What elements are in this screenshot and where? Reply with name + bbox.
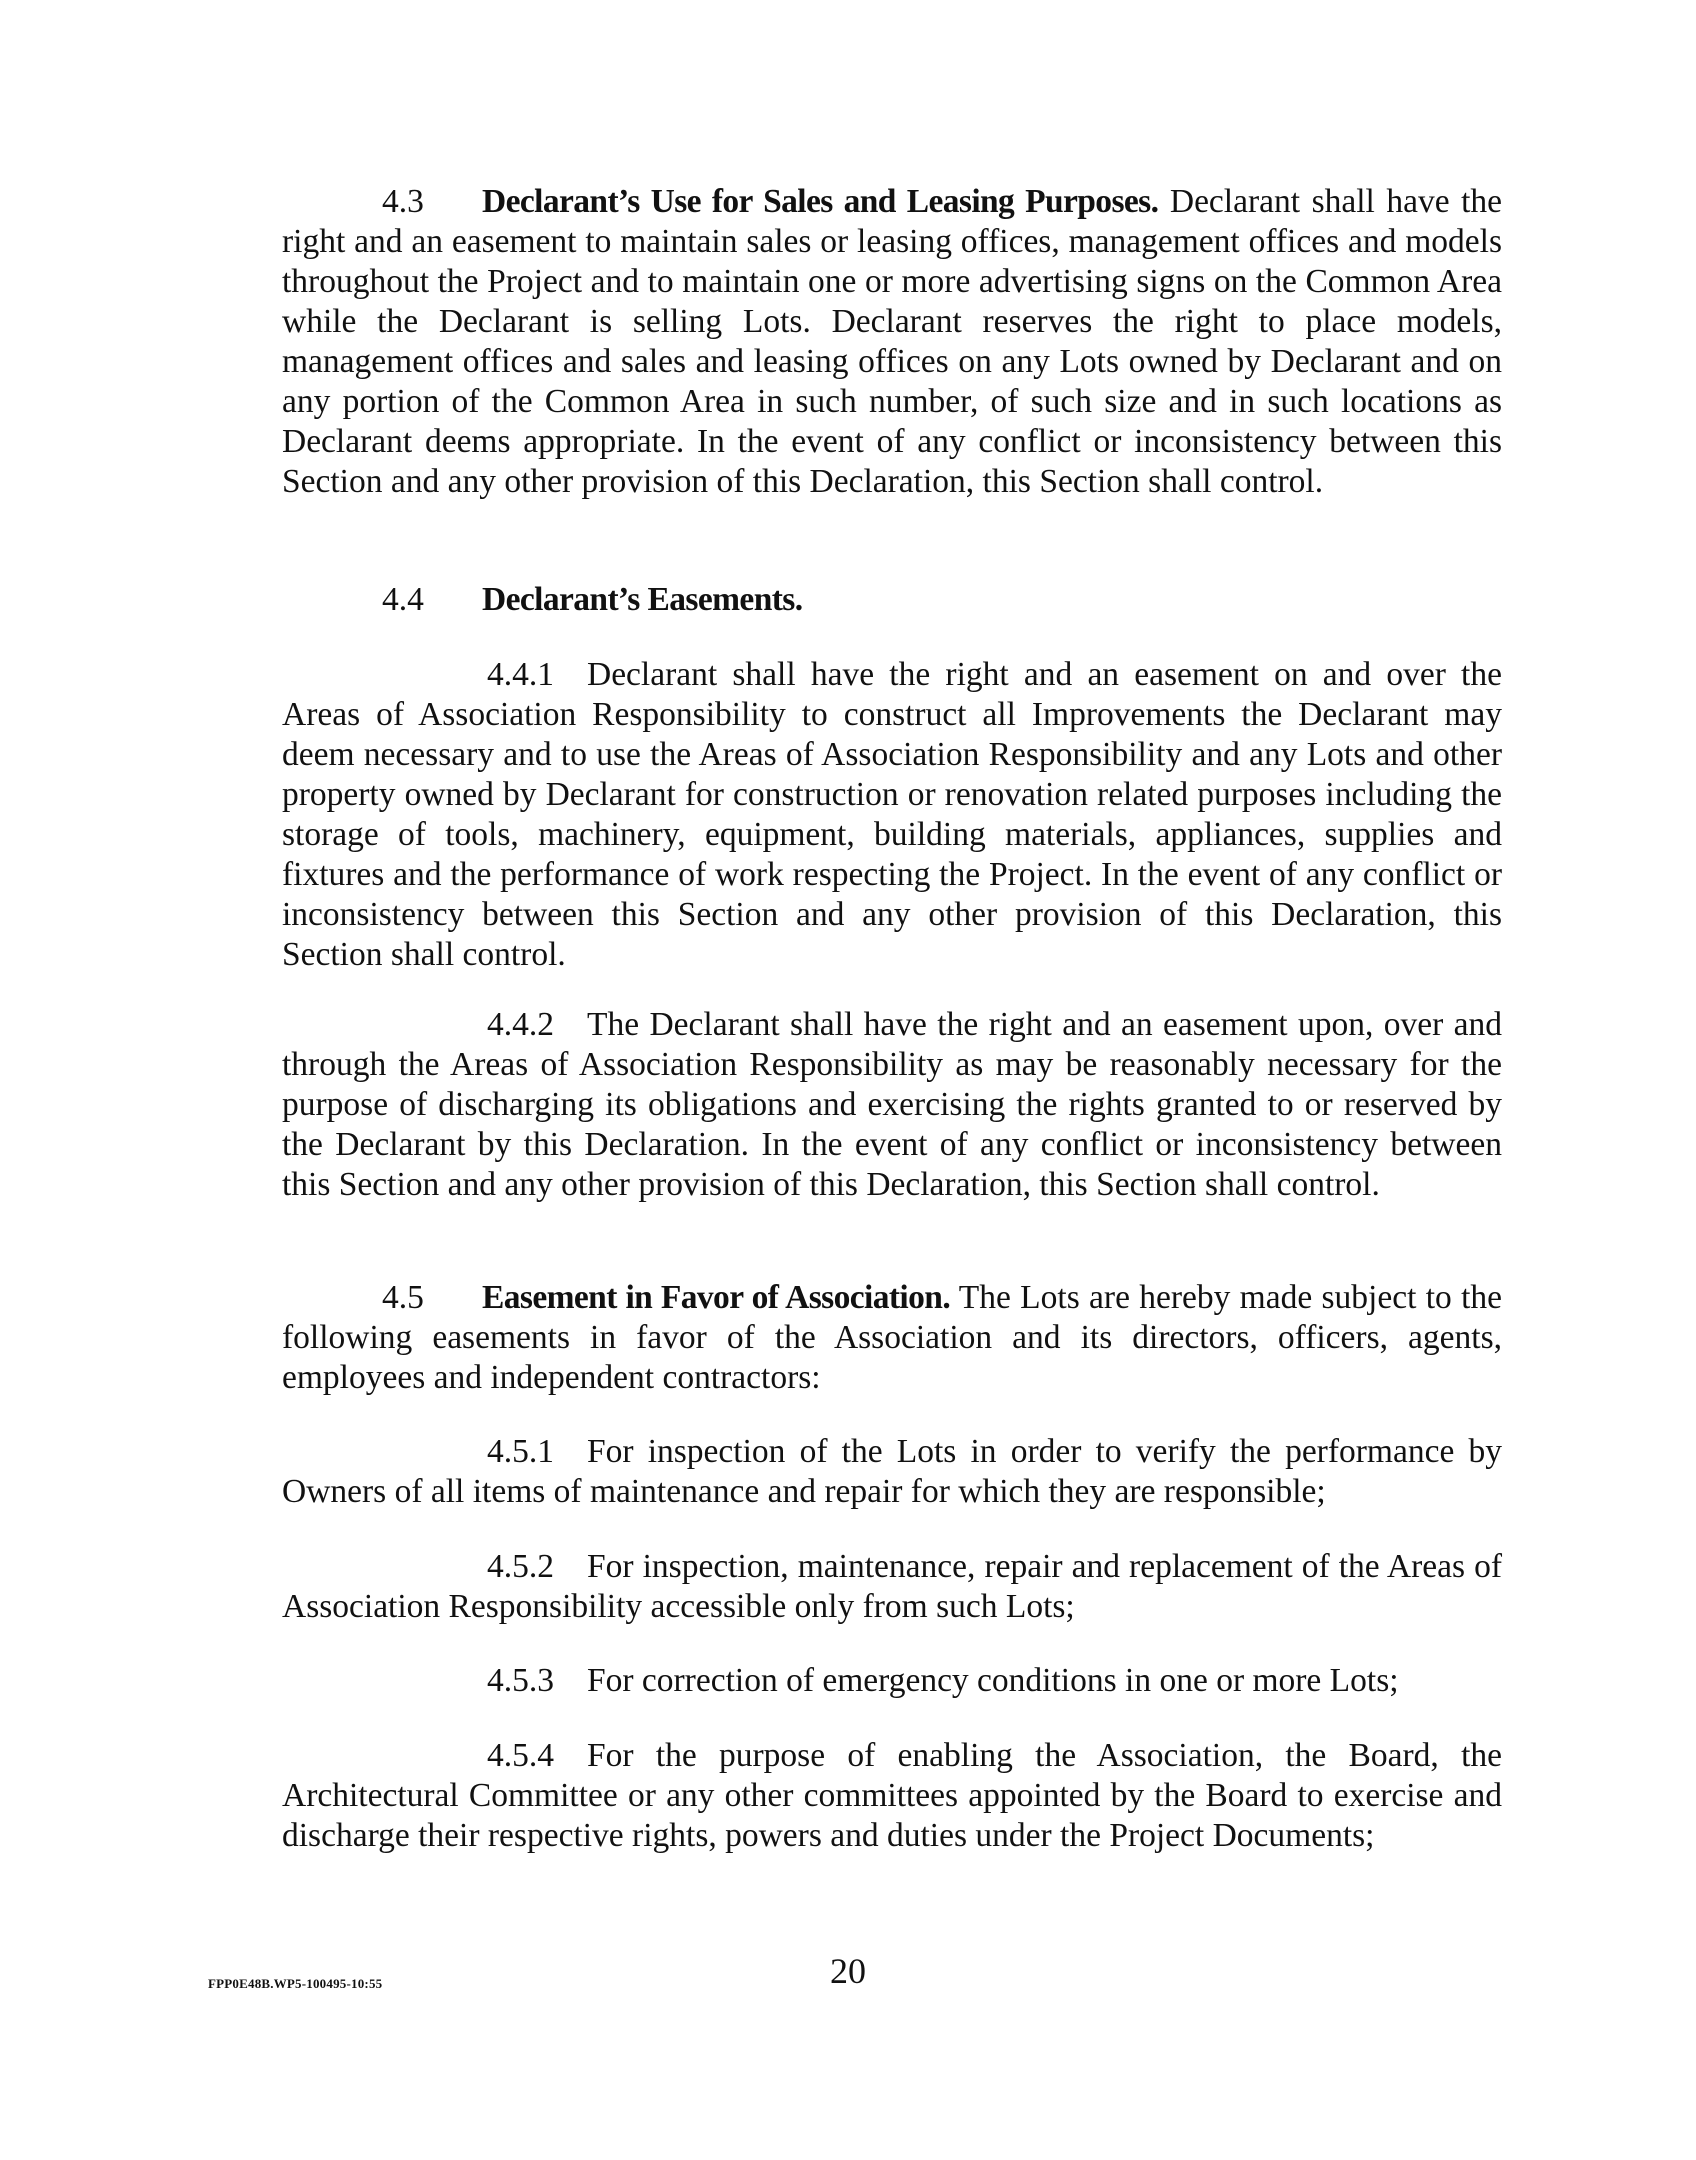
section-4-4-2	[282, 1005, 1502, 1205]
subsection-body: For the purpose of enabling the Association, the Board, the Architectural Committee or any other committees appointed by the Board to exercise and discharge their respective rights, powers and duties under the Project Documents;	[282, 1737, 1502, 1854]
subsection-number: 4.4.1	[487, 656, 554, 693]
section-number: 4.5	[382, 1279, 424, 1316]
section-heading: Declarant’s Use for Sales and Leasing Purposes.	[482, 183, 1159, 220]
section-number: 4.3	[382, 183, 424, 220]
section-number: 4.4	[382, 581, 424, 618]
subsection-number: 4.5.2	[487, 1548, 554, 1585]
section-4-5-1	[282, 1432, 1502, 1512]
section-body: The Lots are hereby made subject to the following easements in favor of the Association and its directors, officers, agents, employees and independent contractors:	[282, 1279, 1502, 1396]
section-4-4	[382, 580, 803, 620]
section-4-5-2	[282, 1547, 1502, 1627]
page-number: 20	[830, 1951, 866, 1991]
section-4-5	[282, 1278, 1502, 1398]
section-body: Declarant shall have the right and an easement to maintain sales or leasing offices, management offices and models throughout the Project and to maintain one or more advertising signs on the Common Area while the Declarant is selling Lots. Declarant reserves the right to place models, management offices and sales and leasing offices on any Lots owned by Declarant and on any portion of the Common Area in such number, of such size and in such locations as Declarant deems appropriate. In the event of any conflict or inconsistency between this Section and any other provision of this Declaration, this Section shall control.	[282, 183, 1502, 500]
subsection-number: 4.5.4	[487, 1737, 554, 1774]
subsection-body: The Declarant shall have the right and an easement upon, over and through the Areas of Association Responsibility as may be reasonably necessary for the purpose of discharging its obligations and exercising the rights granted to or reserved by the Declarant by this Declaration. In the event of any conflict or inconsistency between this Section and any other provision of this Declaration, this Section shall control.	[282, 1006, 1502, 1203]
subsection-number: 4.5.3	[487, 1662, 554, 1699]
section-4-3	[282, 182, 1502, 502]
document-code: FPP0E48B.WP5-100495-10:55	[208, 1976, 383, 1991]
section-heading: Easement in Favor of Association.	[482, 1279, 951, 1316]
subsection-number: 4.5.1	[487, 1433, 554, 1470]
section-4-5-4	[282, 1736, 1502, 1856]
subsection-body: For inspection, maintenance, repair and replacement of the Areas of Association Responsibility accessible only from such Lots;	[282, 1548, 1502, 1625]
subsection-body: For correction of emergency conditions in one or more Lots;	[587, 1662, 1399, 1699]
subsection-body: For inspection of the Lots in order to verify the performance by Owners of all items of maintenance and repair for which they are responsible;	[282, 1433, 1502, 1510]
section-heading: Declarant’s Easements.	[482, 581, 803, 618]
section-4-5-3	[282, 1661, 1502, 1701]
section-4-4-1	[282, 655, 1502, 975]
subsection-number: 4.4.2	[487, 1006, 554, 1043]
subsection-body: Declarant shall have the right and an easement on and over the Areas of Association Responsibility to construct all Improvements the Declarant may deem necessary and to use the Areas of Association Responsibility and any Lots and other property owned by Declarant for construction or renovation related purposes including the storage of tools, machinery, equipment, building materials, appliances, supplies and fixtures and the performance of work respecting the Project. In the event of any conflict or inconsistency between this Section and any other provision of this Declaration, this Section shall control.	[282, 656, 1502, 973]
